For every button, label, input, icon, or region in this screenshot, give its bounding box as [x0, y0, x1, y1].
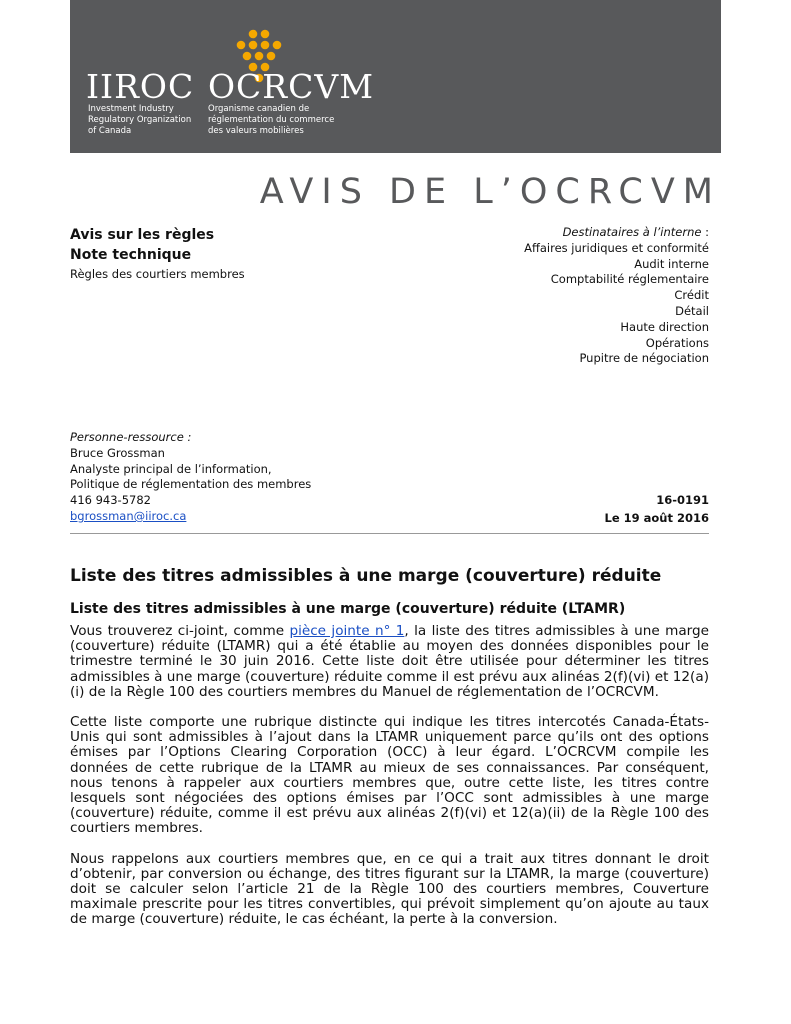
logo-iiroc: IIROC: [86, 67, 195, 106]
recipients-label-suffix: :: [701, 225, 709, 239]
notice-subtype: Note technique: [70, 247, 192, 263]
recipient-item: Haute direction: [620, 319, 709, 334]
notice-type: Avis sur les règles: [70, 227, 215, 243]
paragraph-2: Cette liste comporte une rubrique distincte qui indique les titres intercotés Canada-États-Unis qui sont admissibles à l’ajout dans la LTAMR uniquement parce qu’ils ont des options émises par l’Options Clearing Corporation (OCC) à leur égard. L’OCRCVM compile les données de cette rubrique de la LTAMR au mieux de ses connaissances. Par conséquent, nous tenons à rappeler aux courtiers membres que, outre cette liste, les titres contre lesquels sont négociées des options émises par l’OCC sont admissibles à une marge (couverture) réduite, comme il est prévu aux alinéas 2(f)(vi) et 12(a)(ii) de la Règle 100 des courtiers membres.: [70, 714, 709, 837]
main-heading: Liste des titres admissibles à une marge (couverture) réduite: [70, 566, 662, 586]
recipient-item: Audit interne: [634, 256, 709, 271]
contact-phone: 416 943-5782: [70, 493, 151, 508]
reference-block: [605, 491, 710, 527]
recipient-item: Pupitre de négociation: [579, 351, 709, 366]
recipient-item: Opérations: [645, 335, 709, 350]
org-name-fr: Organisme canadien de réglementation du commerce des valeurs mobilières: [208, 104, 335, 136]
contact-title-1: Analyste principal de l’information,: [70, 461, 272, 476]
recipient-item: Affaires juridiques et conformité: [524, 240, 709, 255]
paragraph-3: Nous rappelons aux courtiers membres que, en ce qui a trait aux titres donnant le droit d’obtenir, par conversion ou échange, des titres figurant sur la LTAMR, la marge (couverture) doit se calculer selon l’article 21 de la Règle 100 des courtiers membres, Couverture maximale prescrite pour les titres convertibles, qui prévoit simplement qu’on ajoute au taux de marge (couverture) réduite, le cas échéant, la perte à la conversion.: [70, 850, 709, 928]
notice-type-block: [70, 225, 245, 283]
org-name-en: Investment Industry Regulatory Organization of Canada: [88, 104, 192, 136]
notice-date: Le 19 août 2016: [604, 511, 709, 525]
contact-title-2: Politique de réglementation des membres: [70, 477, 312, 492]
notice-rules: Règles des courtiers membres: [70, 267, 245, 281]
body-text: [70, 624, 709, 943]
contact-name: Bruce Grossman: [70, 445, 165, 460]
notice-number: 16-0191: [656, 493, 709, 507]
recipient-item: Détail: [675, 303, 709, 318]
paragraph-1: [70, 624, 709, 700]
page-title: AVIS DE L’OCRCVM: [259, 172, 721, 212]
sub-heading: Liste des titres admissibles à une marge (couverture) réduite (LTAMR): [70, 601, 626, 617]
recipients-label: Destinataires à l’interne: [562, 225, 702, 239]
paragraph-1-start: Vous trouverez ci-joint, comme: [70, 623, 290, 639]
recipient-item: Comptabilité réglementaire: [550, 272, 709, 287]
divider: [70, 533, 709, 534]
contact-block: [70, 430, 311, 525]
contact-label: Personne-ressource :: [70, 430, 192, 444]
recipient-item: Crédit: [674, 288, 709, 303]
attachment-link[interactable]: pièce jointe n° 1: [289, 623, 405, 639]
logo-ocrcvm: OCRCVM: [208, 67, 375, 106]
recipients-block: [524, 225, 709, 367]
contact-email-link[interactable]: bgrossman@iiroc.ca: [70, 508, 187, 523]
paragraph-1-end: , la liste des titres admissibles à une marge (couverture) réduite (LTAMR) qui a été établie au moyen des données disponibles pour le trimestre terminé le 30 juin 2016. Cette liste doit être utilisée pour déterminer les titres admissibles à une marge (couverture) réduite comme il est prévu aux alinéas 2(f)(vi) et 12(a)(i) de la Règle 100 des courtiers membres du Manuel de réglementation de l’OCRCVM.: [70, 623, 709, 700]
